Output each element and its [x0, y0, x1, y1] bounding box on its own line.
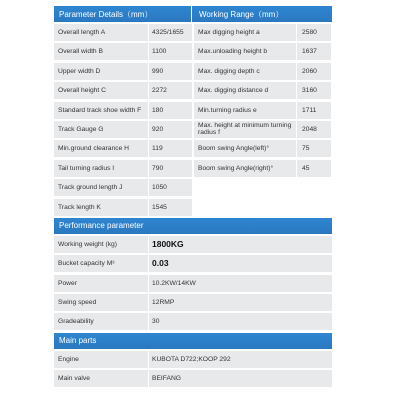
range-label	[194, 199, 296, 216]
table-row	[54, 236, 332, 253]
param-value: 1100	[149, 43, 192, 60]
range-value: 2580	[297, 24, 331, 41]
range-label	[194, 179, 296, 196]
table-row	[54, 179, 332, 196]
range-label: Boom swing Angle(left)°	[194, 140, 296, 157]
param-value: 180	[149, 102, 192, 119]
table-row	[54, 294, 332, 311]
range-value: 3160	[297, 82, 331, 99]
range-label: Max. digging depth c	[194, 63, 296, 80]
working-range-title: Working Range（mm）	[199, 9, 284, 19]
performance-value: 1800KG	[149, 236, 332, 253]
param-label: Track ground length J	[54, 179, 148, 196]
range-value	[297, 199, 331, 216]
range-value: 2060	[297, 63, 331, 80]
table-row	[54, 140, 332, 157]
range-value: 1637	[297, 43, 331, 60]
performance-label: Bucket capacity M³	[54, 255, 148, 272]
param-label: Overall width B	[54, 43, 148, 60]
range-label: Boom swing Angle(right)°	[194, 160, 296, 177]
range-label: Max digging height a	[194, 24, 296, 41]
param-value: 119	[149, 140, 192, 157]
table-row	[54, 82, 332, 99]
performance-value: 10.2KW/14KW	[149, 275, 332, 292]
part-label: Main valve	[54, 370, 148, 387]
range-label: Min.turning radius e	[194, 102, 296, 119]
part-value: KUBOTA D722;KOOP 292	[149, 351, 332, 368]
param-label: Standard track shoe width F	[54, 102, 148, 119]
details-table	[54, 24, 332, 216]
table-row	[54, 275, 332, 292]
range-value: 45	[297, 160, 331, 177]
performance-section-title: Performance parameter	[54, 218, 332, 234]
range-label: Max. height at minimum turning radius f	[194, 121, 296, 138]
param-label: Overall height C	[54, 82, 148, 99]
performance-label: Power	[54, 275, 148, 292]
part-value: BEIFANG	[149, 370, 332, 387]
table-row	[54, 43, 332, 60]
param-value: 1050	[149, 179, 192, 196]
range-label: Max. digging distance d	[194, 82, 296, 99]
performance-value: 30	[149, 313, 332, 330]
range-value	[297, 179, 331, 196]
range-value: 2048	[297, 121, 331, 138]
spec-sheet	[54, 6, 332, 390]
param-label: Tail turning radius I	[54, 160, 148, 177]
table-row	[54, 63, 332, 80]
part-label: Engine	[54, 351, 148, 368]
table-row	[54, 255, 332, 272]
table-row	[54, 24, 332, 41]
param-label: Track Gauge G	[54, 121, 148, 138]
param-value: 4325/1655	[149, 24, 192, 41]
table-row	[54, 199, 332, 216]
range-value: 1711	[297, 102, 331, 119]
param-label: Min.ground clearance H	[54, 140, 148, 157]
table-header	[54, 6, 332, 22]
param-value: 1545	[149, 199, 192, 216]
performance-value: 12RMP	[149, 294, 332, 311]
param-label: Overall length A	[54, 24, 148, 41]
table-row	[54, 160, 332, 177]
performance-label: Swing speed	[54, 294, 148, 311]
param-value: 920	[149, 121, 192, 138]
main-parts-section-title: Main parts	[54, 333, 332, 349]
performance-label: Gradeability	[54, 313, 148, 330]
performance-table	[54, 236, 332, 331]
param-value: 2272	[149, 82, 192, 99]
param-label: Track length K	[54, 199, 148, 216]
param-value: 790	[149, 160, 192, 177]
parameter-details-title: Parameter Details（mm）	[54, 6, 192, 22]
main-parts-table	[54, 351, 332, 387]
table-row	[54, 102, 332, 119]
param-value: 990	[149, 63, 192, 80]
performance-value: 0.03	[149, 255, 332, 272]
table-row	[54, 370, 332, 387]
table-row	[54, 121, 332, 138]
table-row	[54, 351, 332, 368]
performance-label: Working weight (kg)	[54, 236, 148, 253]
param-label: Upper width D	[54, 63, 148, 80]
range-label: Max.unloading height b	[194, 43, 296, 60]
table-row	[54, 313, 332, 330]
range-value: 75	[297, 140, 331, 157]
